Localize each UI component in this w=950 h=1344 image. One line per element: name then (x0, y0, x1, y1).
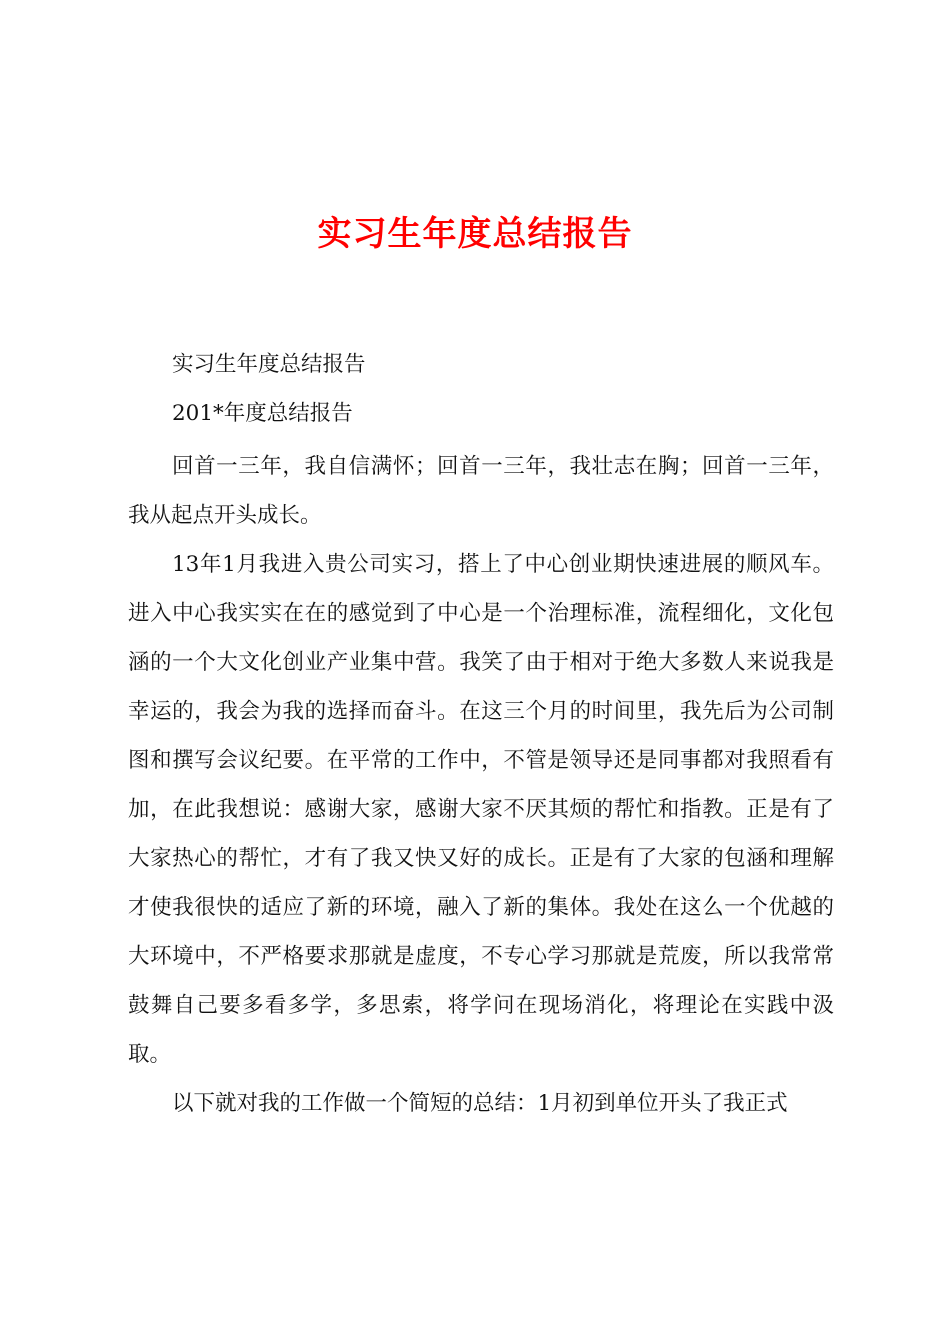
document-body (128, 340, 834, 1128)
paragraph-main: 13年1月我进入贵公司实习，搭上了中心创业期快速进展的顺风车。进入中心我实实在在的感觉到了中心是一个治理标准，流程细化，文化包涵的一个大文化创业产业集中营。我笑了由于相对于绝大多数人来说我是幸运的，我会为我的选择而奋斗。在这三个月的时间里，我先后为公司制图和撰写会议纪要。在平常的工作中，不管是领导还是同事都对我照看有加，在此我想说：感谢大家，感谢大家不厌其烦的帮忙和指教。正是有了大家热心的帮忙，才有了我又快又好的成长。正是有了大家的包涵和理解才使我很快的适应了新的环境，融入了新的集体。我处在这么一个优越的大环境中，不严格要求那就是虚度，不专心学习那就是荒废，所以我常常鼓舞自己要多看多学，多思索，将学问在现场消化，将理论在实践中汲取。 (128, 552, 834, 1067)
document-title: 实习生年度总结报告 (317, 214, 633, 254)
paragraph-report-heading: 201*年度总结报告 (172, 401, 353, 426)
paragraph-subtitle: 实习生年度总结报告 (172, 352, 366, 377)
paragraph-intro: 回首一三年，我自信满怀；回首一三年，我壮志在胸；回首一三年，我从起点开头成长。 (128, 454, 834, 528)
paragraph-summary-start: 以下就对我的工作做一个简短的总结：1月初到单位开头了我正式 (172, 1091, 788, 1116)
